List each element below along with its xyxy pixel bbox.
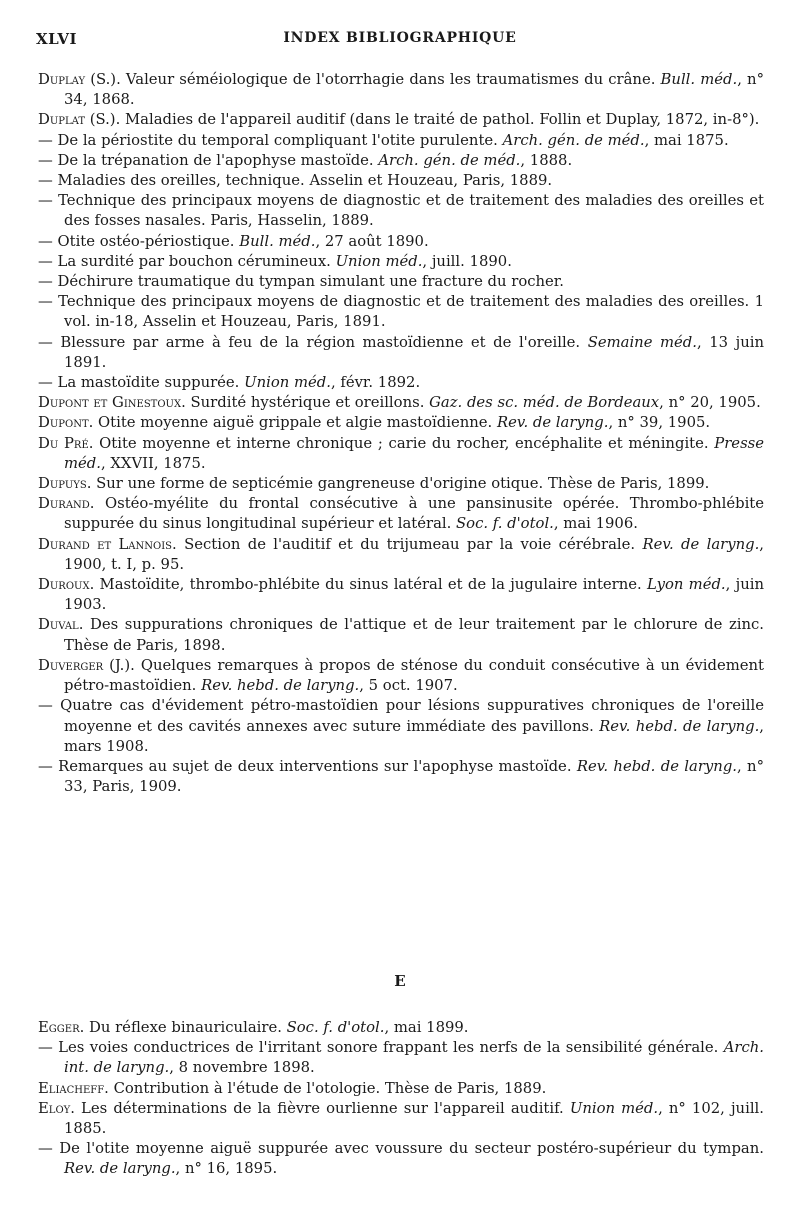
entry-author: Du Pré. [38,434,94,452]
entry-citation: , 5 oct. 1907. [359,677,458,695]
bibliography-entry [38,1018,764,1038]
entry-author: — [38,757,53,775]
bibliography-entry [38,171,764,191]
entry-journal: Presse méd. [64,434,765,472]
entry-author: — [38,697,53,715]
entry-citation: , mai 1899. [384,1019,469,1036]
entry-author: Dupont et Ginestoux. [38,394,186,412]
entry-journal: Soc. f. d'otol. [456,515,554,533]
entry-author: Duplay (S.). [38,71,121,88]
entry-journal: Semaine méd. [587,333,697,351]
entry-author: — [38,252,53,270]
entry-title: De l'otite moyenne aiguë suppurée avec voussure du secteur postéro-supérieur du tympan. [52,1140,764,1158]
bibliography-entry [38,232,764,252]
entry-citation: , 13 juin 1891. [64,333,764,371]
entry-author: — [38,293,53,311]
entry-citation: , n° 16, 1895. [175,1160,278,1178]
entry-title: Remarques au sujet de deux interventions sur l'apophyse mastoïde. [52,757,577,775]
bibliography-entry [38,575,764,615]
bibliography-entry [38,615,764,655]
entry-title: Maladies de l'appareil auditif (dans le traité de pathol. Follin et Duplay, 1872, in-8°). [120,111,760,129]
entry-citation: , XXVII, 1875. [100,454,206,472]
entry-author: Duval. [38,616,84,634]
entry-citation: , n° 34, 1868. [64,71,764,109]
entry-journal: Rev. de laryng. [496,414,609,432]
bibliography-entry [38,434,764,474]
running-header [36,30,764,48]
entry-title: La surdité par bouchon cérumineux. [52,252,336,270]
entry-title: Mastoïdite, thrombo-phlébite du sinus latéral et de la jugulaire interne. [94,576,648,594]
entry-citation: , n° 33, Paris, 1909. [64,757,764,796]
entry-journal: Lyon méd. [647,576,726,594]
bibliography-list-e [38,1018,764,1180]
entry-author: — [38,151,53,169]
entry-author: — [38,333,53,351]
entry-journal: Bull. méd. [239,232,316,250]
bibliography-entry [38,131,764,151]
entry-title: Surdité hystérique et oreillons. [185,394,430,412]
entry-citation: , n° 20, 1905. [659,394,761,412]
bibliography-entry [38,252,764,272]
entry-author: Egger. [38,1019,85,1036]
entry-title: Section de l'auditif et du trijumeau par la voie cérébrale. [176,535,643,553]
entry-title: De la trépanation de l'apophyse mastoïde. [52,151,379,169]
entry-journal: Union méd. [569,1099,659,1117]
entry-journal: Rev. hebd. de laryng. [576,757,737,775]
entry-title: Maladies des oreilles, technique. Asselin et Houzeau, Paris, 1889. [52,172,553,190]
bibliography-entry [38,70,764,110]
entry-author: Durand. [38,495,95,513]
entry-citation: , mars 1908. [64,717,765,755]
entry-citation: , 1888. [520,151,573,169]
bibliography-entry [38,1139,764,1179]
entry-author: — [38,1140,53,1158]
entry-journal: Rev. hebd. de laryng. [599,717,760,735]
entry-journal: Arch. int. de laryng. [64,1039,764,1077]
entry-journal: Union méd. [335,252,423,270]
entry-title: Déchirure traumatique du tympan simulant une fracture du rocher. [52,273,564,291]
entry-citation: , 8 novembre 1898. [169,1059,315,1077]
entry-author: Duverger (J.). [38,656,135,674]
entry-author: — [38,273,53,291]
entry-author: Duplat (S.). [38,111,121,129]
entry-citation: , juill. 1890. [422,252,512,270]
entry-title: Contribution à l'étude de l'otologie. Thèse de Paris, 1889. [108,1079,547,1097]
entry-title: Les déterminations de la fièvre ourlienne sur l'appareil auditif. [74,1099,570,1117]
bibliography-entry [38,151,764,171]
entry-citation: , juin 1903. [64,576,764,614]
entry-author: — [38,1039,53,1057]
bibliography-entry [38,1079,764,1099]
page-title: INDEX BIBLIOGRAPHIQUE [283,30,517,46]
bibliography-entry [38,110,764,130]
entry-title: Les voies conductrices de l'irritant sonore frappant les nerfs de la sensibilité générale. [52,1039,724,1057]
entry-journal: Soc. f. d'otol. [286,1019,385,1036]
entry-title: Blessure par arme à feu de la région mastoïdienne et de l'oreille. [52,333,588,351]
bibliography-entry [38,373,764,393]
bibliography-entry [38,393,764,413]
entry-author: — [38,192,53,210]
entry-author: — [38,232,53,250]
section-heading: E [394,972,406,990]
page-number: XLVI [36,30,78,48]
bibliography-entry [38,757,764,797]
entry-citation: , mai 1906. [553,515,638,533]
bibliography-entry [38,413,764,433]
entry-citation: , n° 39, 1905. [608,414,711,432]
entry-journal: Arch. gén. de méd. [502,131,645,149]
entry-journal: Rev. de laryng. [642,535,760,553]
bibliography-entry [38,191,764,231]
entry-author: Dupuys. [38,475,92,493]
bibliography-entry [38,1038,764,1078]
entry-author: Duroux. [38,576,95,594]
entry-title: Sur une forme de septicémie gangreneuse d'origine otique. Thèse de Paris, 1899. [91,475,710,493]
entry-author: Dupont. [38,414,94,432]
entry-author: — [38,374,53,392]
bibliography-list-d [38,70,764,797]
entry-citation: , 27 août 1890. [315,232,429,250]
entry-citation: , mai 1875. [644,131,729,149]
bibliography-entry [38,494,764,534]
entry-journal: Rev. de laryng. [64,1160,176,1178]
entry-title: Valeur séméiologique de l'otorrhagie dans les traumatismes du crâne. [120,71,661,88]
entry-author: Eliacheff. [38,1079,109,1097]
entry-citation: , n° 102, juill. 1885. [64,1099,764,1138]
bibliography-entry [38,535,764,575]
entry-author: Durand et Lannois. [38,535,177,553]
entry-title: Otite moyenne aiguë grippale et algie mastoïdienne. [93,414,497,432]
entry-citation: , 1900, t. I, p. 95. [64,535,764,573]
entry-title: Technique des principaux moyens de diagnostic et de traitement des maladies des oreilles. 1 vol. in-18, Asselin et Houzeau, Paris, 1891. [52,293,764,331]
entry-title: La mastoïdite suppurée. [52,374,245,392]
entry-author: — [38,172,53,190]
bibliography-entry [38,696,764,757]
entry-title: De la périostite du temporal compliquant l'otite purulente. [52,131,503,149]
bibliography-entry [38,656,764,696]
bibliography-entry [38,272,764,292]
entry-title: Ostéo-myélite du frontal consécutive à une pansinusite opérée. Thrombo-phlébite suppurée du sinus longitudinal supérieur et latéral. [64,495,764,533]
entry-journal: Arch. gén. de méd. [378,151,521,169]
bibliography-entry [38,292,764,332]
entry-title: Otite ostéo-périostique. [52,232,240,250]
bibliography-entry [38,474,764,494]
entry-journal: Rev. hebd. de laryng. [201,677,360,695]
entry-title: Otite moyenne et interne chronique ; carie du rocher, encéphalite et méningite. [93,434,715,452]
entry-title: Quatre cas d'évidement pétro-mastoïdien pour lésions suppuratives chroniques de l'oreille moyenne et des cavités annexes avec suture immédiate des pavillons. [52,697,764,735]
bibliography-entry [38,1099,764,1139]
entry-citation: , févr. 1892. [330,374,421,392]
entry-journal: Bull. méd. [660,71,738,88]
entry-title: Du réflexe binauriculaire. [84,1019,287,1036]
entry-author: — [38,131,53,149]
entry-author: Eloy. [38,1099,75,1117]
bibliography-entry [38,333,764,373]
entry-title: Des suppurations chroniques de l'attique et de leur traitement par le chlorure de zinc. Thèse de Paris, 1898. [64,616,764,654]
entry-title: Quelques remarques à propos de sténose du conduit consécutive à un évidement pétro-mastoïdien. [64,656,764,695]
entry-journal: Union méd. [244,374,331,392]
entry-journal: Gaz. des sc. méd. de Bordeaux [429,394,660,412]
entry-title: Technique des principaux moyens de diagnostic et de traitement des maladies des oreilles et des fosses nasales. Paris, Hasselin, 1889. [52,192,764,230]
